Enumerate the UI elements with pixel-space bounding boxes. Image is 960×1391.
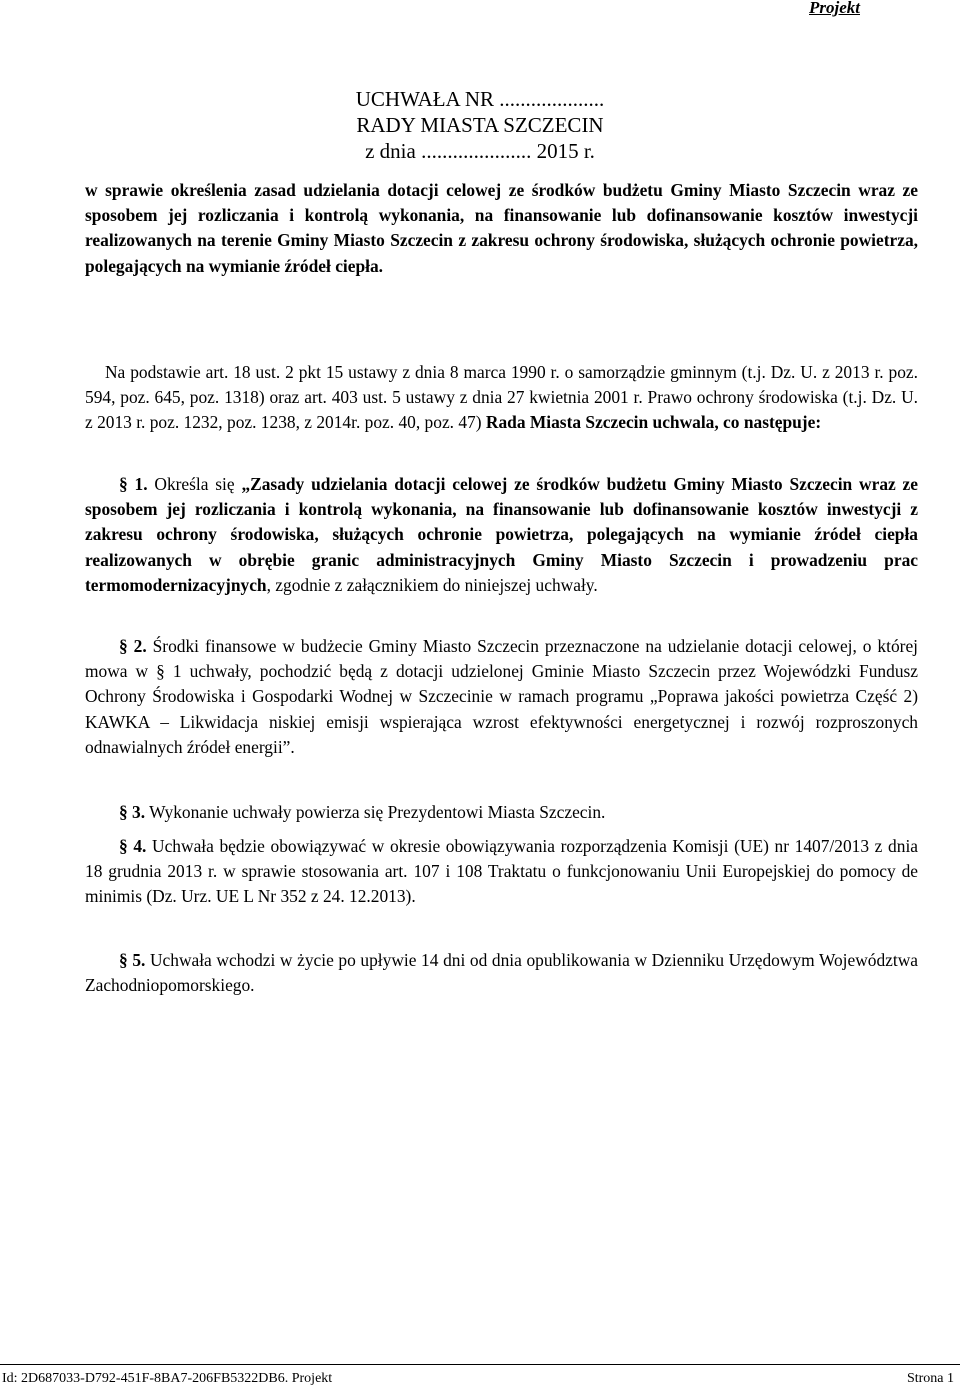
section-text: , zgodnie z załącznikiem do niniejszej uchwały. xyxy=(266,574,598,595)
section-1 xyxy=(85,472,918,598)
section-number: § 4. xyxy=(119,836,147,856)
section-text: Uchwała będzie obowiązywać w okresie obowiązywania rozporządzenia Komisji (UE) nr 1407/2013 z dnia 18 grudnia 2013 r. w sprawie stosowania art. 107 i 108 Traktatu o funkcjonowaniu Unii Europejskiej do pomocy de minimis (Dz. Urz. UE L Nr 352 z 24. 12.2013). xyxy=(85,836,918,907)
section-text: Uchwała wchodzi w życie po upływie 14 dni od dnia opublikowania w Dzienniku Urzędowym Województwa Zachodniopomorskiego. xyxy=(85,950,918,996)
section-number: § 2. xyxy=(119,636,147,656)
title-line-council: RADY MIASTA SZCZECIN xyxy=(356,113,604,137)
document-id: Id: 2D687033-D792-451F-8BA7-206FB5322DB6. Projekt xyxy=(2,1371,333,1386)
section-2 xyxy=(85,634,918,760)
enactment-formula: Rada Miasta Szczecin uchwala, co następuje: xyxy=(485,412,822,433)
section-intro: Określa się xyxy=(147,474,242,494)
page-number: Strona 1 xyxy=(906,1371,954,1386)
legal-basis xyxy=(85,360,918,436)
resolution-subject: w sprawie określenia zasad udzielania dotacji celowej ze środków budżetu Gminy Miasto Szczecin wraz ze sposobem jej rozliczania i kontrolą wykonania, na finansowanie lub dofinansowanie kosztów inwestycji realizowanych na terenie Gminy Miasto Szczecin z zakresu ochrony środowiska, służących ochronie powietrza, polegających na wymianie źródeł ciepła. xyxy=(85,180,918,276)
title-line-date: z dnia ..................... 2015 r. xyxy=(365,139,595,163)
section-text: Środki finansowe w budżecie Gminy Miasto Szczecin przeznaczone na udzielanie dotacji celowej, o której mowa w § 1 uchwały, pochodzić będą z dotacji udzielonej Gminie Miasto Szczecin przez Wojewódzki Fundusz Ochrony Środowiska i Gospodarki Wodnej w Szczecinie w ramach programu „Poprawa jakości powietrza Część 2) KAWKA – Likwidacja niskiej emisji wspierająca wzrost efektywności energetycznej i rozwój rozproszonych odnawialnych źródeł energii”. xyxy=(85,636,918,757)
section-number: § 3. xyxy=(119,802,146,822)
section-5 xyxy=(85,948,918,998)
legal-basis-text: Na podstawie art. 18 ust. 2 pkt 15 ustawy z dnia 8 marca 1990 r. o samorządzie gminnym (t.j. Dz. U. z 2013 r. poz. 594, poz. 645, poz. 1318) oraz art. 403 ust. 5 ustawy z dnia 27 kwietnia 2001 r. Prawo ochrony środowiska (t.j. Dz. U. z 2013 r. poz. 1232, poz. 1238, z 2014r. poz. 40, poz. 47) xyxy=(85,362,918,433)
section-bold-text: „Zasady udzielania dotacji celowej ze środków budżetu Gminy Miasto Szczecin wraz ze sposobem jej rozliczania i kontrolą wykonania, na finansowanie lub dofinansowanie kosztów inwestycji z zakresu ochrony środowiska, służących ochronie powietrza, polegających na wymianie źródeł ciepła realizowanych w obrębie granic administracyjnych Gminy Miasto Szczecin i prowadzeniu prac termomodernizacyjnych xyxy=(85,474,918,595)
footer-divider xyxy=(0,1364,960,1365)
page-footer xyxy=(2,1371,954,1387)
section-4 xyxy=(85,834,918,910)
section-number: § 1. xyxy=(119,474,148,494)
resolution-title xyxy=(0,86,960,164)
draft-status-label: Projekt xyxy=(809,0,860,17)
section-number: § 5. xyxy=(119,950,146,970)
section-3 xyxy=(85,800,918,825)
section-text: Wykonanie uchwały powierza się Prezydentowi Miasta Szczecin. xyxy=(145,802,606,822)
title-line-number: UCHWAŁA NR .................... xyxy=(355,87,605,111)
